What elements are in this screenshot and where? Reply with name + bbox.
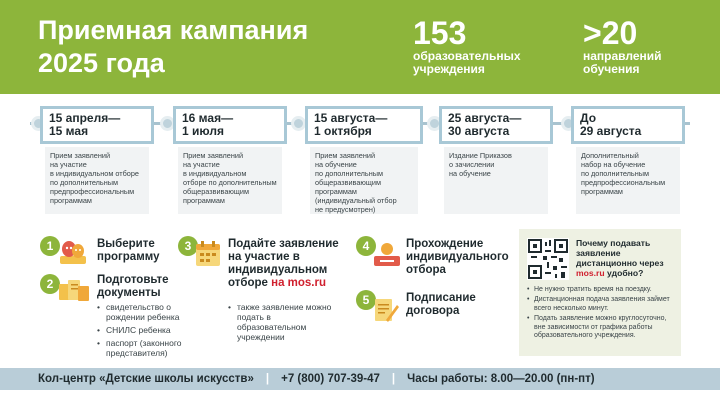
list-item: • СНИЛС ребенка	[97, 325, 207, 335]
stage-description: Издание Приказов о зачислении на обучение	[444, 147, 548, 214]
timeline-node	[291, 116, 306, 131]
info-question-end: удобно?	[607, 268, 644, 278]
stage-date-line2: 30 августа	[448, 124, 510, 138]
step-4-badge: 4	[356, 236, 376, 256]
documents-icon	[58, 278, 90, 304]
timeline-stage-1	[40, 106, 154, 214]
footer-bar	[0, 368, 720, 390]
separator: |	[265, 373, 270, 385]
list-item: • паспорт (законного представителя)	[97, 338, 207, 358]
timeline-stage-5	[571, 106, 685, 214]
phone-number[interactable]: +7 (800) 707-39-47	[281, 373, 380, 385]
list-item: • Дистанционная подача заявления займет всего несколько минут.	[527, 296, 677, 313]
stat-directions	[583, 17, 718, 76]
stat-institutions-number: 153	[413, 15, 467, 51]
calendar-icon	[194, 240, 222, 268]
timeline-stage-4	[439, 106, 553, 214]
stage-date-line1: 15 августа—	[314, 111, 388, 125]
step-5-badge: 5	[356, 290, 376, 310]
list-item: • Подать заявление можно круглосуточно, вне зависимости от графика работы образовательного учреждения.	[527, 315, 677, 340]
step-1-title: Выберите программу	[97, 238, 160, 263]
stage-date-line1: 25 августа—	[448, 111, 522, 125]
step-3-badge: 3	[178, 236, 198, 256]
separator: |	[391, 373, 396, 385]
mos-ru-link[interactable]: mos.ru	[576, 268, 605, 278]
page-title	[38, 14, 358, 80]
stage-description: Прием заявлений на обучение по дополнительным общеразвивающим программам (индивидуальный отбор не предусмотрен)	[310, 147, 418, 214]
title-line-1: Приемная кампания	[38, 15, 309, 45]
info-question	[576, 238, 676, 278]
title-line-2: 2025 года	[38, 48, 165, 78]
stat-institutions	[413, 17, 548, 76]
stage-date-line2: 1 июля	[182, 124, 224, 138]
stage-date-line1: 16 мая—	[182, 111, 234, 125]
callcenter-label: Кол-центр «Детские школы искусств»	[38, 373, 254, 385]
working-hours: Часы работы: 8.00—20.00 (пн-пт)	[407, 373, 595, 385]
step-2-badge: 2	[40, 274, 60, 294]
audition-icon	[372, 242, 402, 268]
stage-description: Прием заявлений на участие в индивидуальном отборе по дополнительным предпрофессиональным программам	[45, 147, 149, 214]
list-item: • Не нужно тратить время на поездку.	[527, 286, 677, 294]
stage-date-line1: 15 апреля—	[49, 111, 121, 125]
step-4-title: Прохождение индивидуального отбора	[406, 238, 509, 276]
mos-ru-link[interactable]: на mos.ru	[271, 277, 327, 289]
timeline-stage-3	[305, 106, 423, 214]
qr-code-icon[interactable]	[527, 238, 569, 280]
step-3-title	[228, 238, 346, 290]
stage-date-line2: 15 мая	[49, 124, 89, 138]
stat-directions-text: направлений обучения	[583, 49, 662, 76]
stage-description: Прием заявлений на участие в индивидуальном отборе по дополнительным общеразвивающим программам	[178, 147, 282, 214]
info-box	[519, 229, 681, 356]
info-question-text: Почему подавать заявление дистанционно через	[576, 238, 664, 268]
timeline-stage-2	[173, 106, 287, 214]
stage-date	[571, 106, 685, 144]
contract-pen-icon	[372, 296, 400, 324]
list-item: • свидетельство о рождении ребенка	[97, 302, 207, 322]
step-5-title: Подписание договора	[406, 292, 476, 317]
theater-masks-icon	[58, 240, 88, 266]
list-item: • также заявление можно подать в образовательном учреждении	[228, 302, 338, 342]
stage-date	[439, 106, 553, 144]
stat-directions-number: >20	[583, 15, 638, 51]
step-3-title-text: Подайте заявление на участие в индивидуальном отборе	[228, 238, 339, 289]
step-2-list	[97, 302, 207, 361]
step-3-list	[228, 302, 338, 345]
stage-date-line2: 29 августа	[580, 124, 642, 138]
stage-date	[40, 106, 154, 144]
stage-date-line1: До	[580, 111, 597, 125]
stage-date-line2: 1 октября	[314, 124, 372, 138]
step-1-badge: 1	[40, 236, 60, 256]
stat-institutions-text: образовательных учреждения	[413, 49, 521, 76]
stage-description: Дополнительный набор на обучение по дополнительным предпрофессиональным программам	[576, 147, 680, 214]
stage-date	[173, 106, 287, 144]
stage-date	[305, 106, 423, 144]
step-2-title: Подготовьте документы	[97, 274, 169, 299]
header-banner	[0, 0, 720, 94]
info-list	[527, 286, 677, 342]
